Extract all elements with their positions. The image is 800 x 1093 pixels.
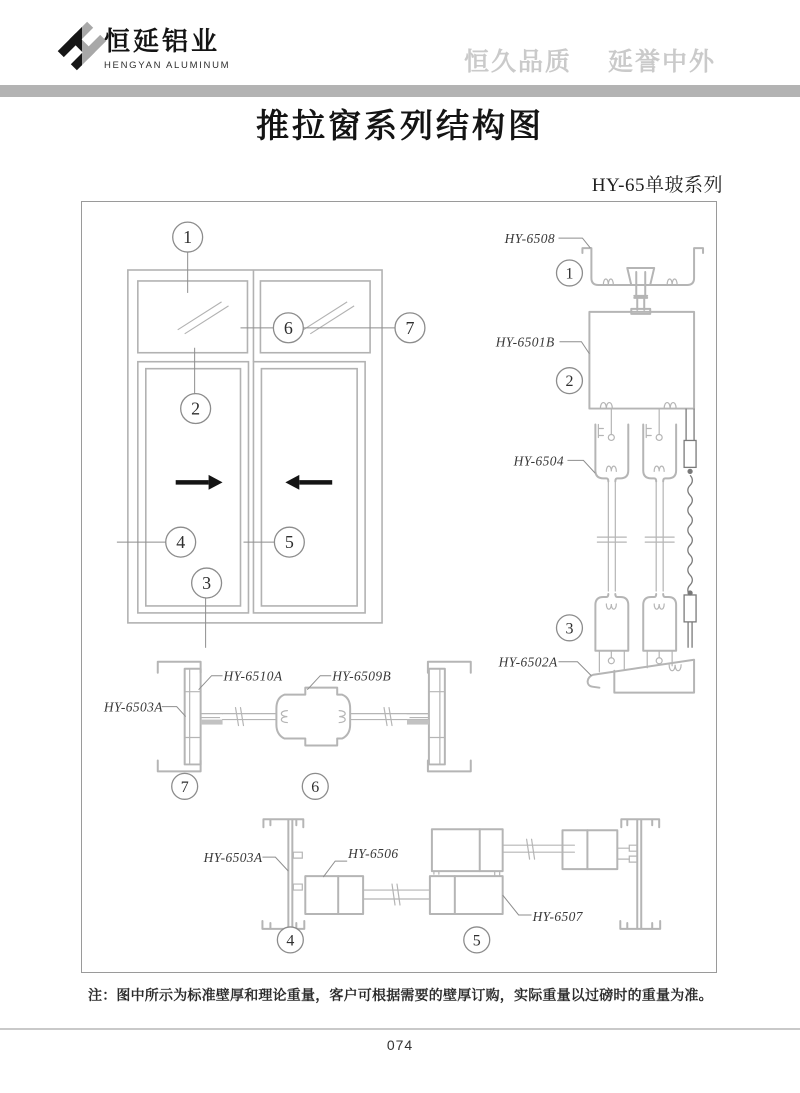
jamb-profile-right-bottom bbox=[620, 819, 660, 929]
jamb-profile-left bbox=[158, 662, 223, 772]
svg-text:3: 3 bbox=[565, 620, 574, 638]
footer-divider bbox=[0, 1028, 800, 1030]
svg-text:1: 1 bbox=[565, 265, 574, 283]
svg-text:2: 2 bbox=[191, 398, 201, 419]
leader-line bbox=[262, 857, 288, 871]
glass-marks bbox=[178, 302, 354, 334]
label-hy6506: HY-6506 bbox=[348, 846, 399, 862]
svg-text:5: 5 bbox=[472, 932, 481, 950]
svg-text:4: 4 bbox=[176, 532, 186, 553]
sash-stile-upper-row bbox=[432, 829, 629, 874]
window-elevation bbox=[117, 222, 425, 648]
leader-line bbox=[559, 342, 589, 354]
sash-profile-bottom bbox=[595, 594, 676, 672]
company-name: 恒延铝业 bbox=[104, 26, 221, 56]
interlock-profile bbox=[276, 688, 350, 746]
glass-section bbox=[363, 890, 430, 899]
svg-text:2: 2 bbox=[565, 373, 574, 391]
svg-text:6: 6 bbox=[283, 317, 293, 338]
sill-profile bbox=[588, 660, 694, 693]
leader-line bbox=[162, 707, 186, 717]
sash-stile-hy6507 bbox=[430, 872, 503, 914]
label-hy6502a: HY-6502A bbox=[498, 654, 558, 670]
label-hy6504: HY-6504 bbox=[513, 453, 564, 469]
leader-line bbox=[323, 861, 347, 877]
leader-line bbox=[558, 238, 590, 248]
window-frame bbox=[128, 270, 382, 623]
company-name-en: HENGYAN ALUMINUM bbox=[104, 59, 231, 71]
label-hy6508: HY-6508 bbox=[504, 231, 555, 247]
leader-line bbox=[567, 460, 595, 473]
diagram-frame bbox=[81, 201, 717, 973]
label-hy6509b: HY-6509B bbox=[332, 668, 392, 684]
svg-text:6: 6 bbox=[311, 778, 320, 796]
series-label: HY-65单玻系列 bbox=[591, 175, 723, 196]
structure-diagram bbox=[82, 202, 716, 972]
head-frame-profile bbox=[582, 248, 703, 314]
svg-text:5: 5 bbox=[284, 532, 294, 553]
jamb-profile-left-bottom bbox=[262, 819, 304, 929]
label-hy6503a-bottom: HY-6503A bbox=[203, 850, 263, 866]
jamb-profile-right bbox=[407, 662, 471, 772]
company-slogan bbox=[464, 42, 716, 78]
glass-section bbox=[608, 481, 663, 591]
leader-line bbox=[558, 662, 591, 676]
page-number: 074 bbox=[386, 1037, 414, 1053]
sash-profile-top bbox=[595, 425, 676, 482]
page-title: 推拉窗系列结构图 bbox=[256, 107, 544, 144]
svg-text:7: 7 bbox=[405, 317, 415, 338]
bottom-horizontal-section bbox=[203, 819, 661, 953]
label-hy6501b: HY-6501B bbox=[495, 334, 555, 350]
company-logo bbox=[104, 27, 230, 71]
page-header bbox=[0, 0, 800, 85]
label-hy6510a: HY-6510A bbox=[223, 668, 283, 684]
leader-line bbox=[503, 895, 532, 915]
logo-mark-icon bbox=[54, 16, 110, 76]
label-hy6507: HY-6507 bbox=[532, 908, 583, 924]
slogan-left: 恒久品质 bbox=[464, 48, 573, 76]
svg-text:7: 7 bbox=[180, 778, 189, 796]
svg-text:3: 3 bbox=[202, 572, 212, 593]
lock-mechanism bbox=[684, 409, 696, 648]
mid-horizontal-section bbox=[103, 662, 471, 800]
svg-text:4: 4 bbox=[286, 932, 295, 950]
note-text: 注：图中所示为标准壁厚和理论重量，客户可根据需要的壁厚订购，实际重量以过磅时的重量为准。 bbox=[88, 987, 713, 1003]
leader-line bbox=[199, 676, 223, 690]
header-divider-bar bbox=[0, 85, 800, 97]
vertical-section bbox=[495, 231, 703, 693]
elevation-callouts bbox=[117, 222, 425, 648]
sash-stile-hy6506 bbox=[305, 876, 363, 914]
frame-box-profile bbox=[589, 312, 694, 409]
slogan-right: 延誉中外 bbox=[608, 48, 717, 76]
svg-text:1: 1 bbox=[183, 227, 193, 248]
glass-section bbox=[223, 714, 428, 720]
label-hy6503a-mid: HY-6503A bbox=[103, 699, 163, 715]
